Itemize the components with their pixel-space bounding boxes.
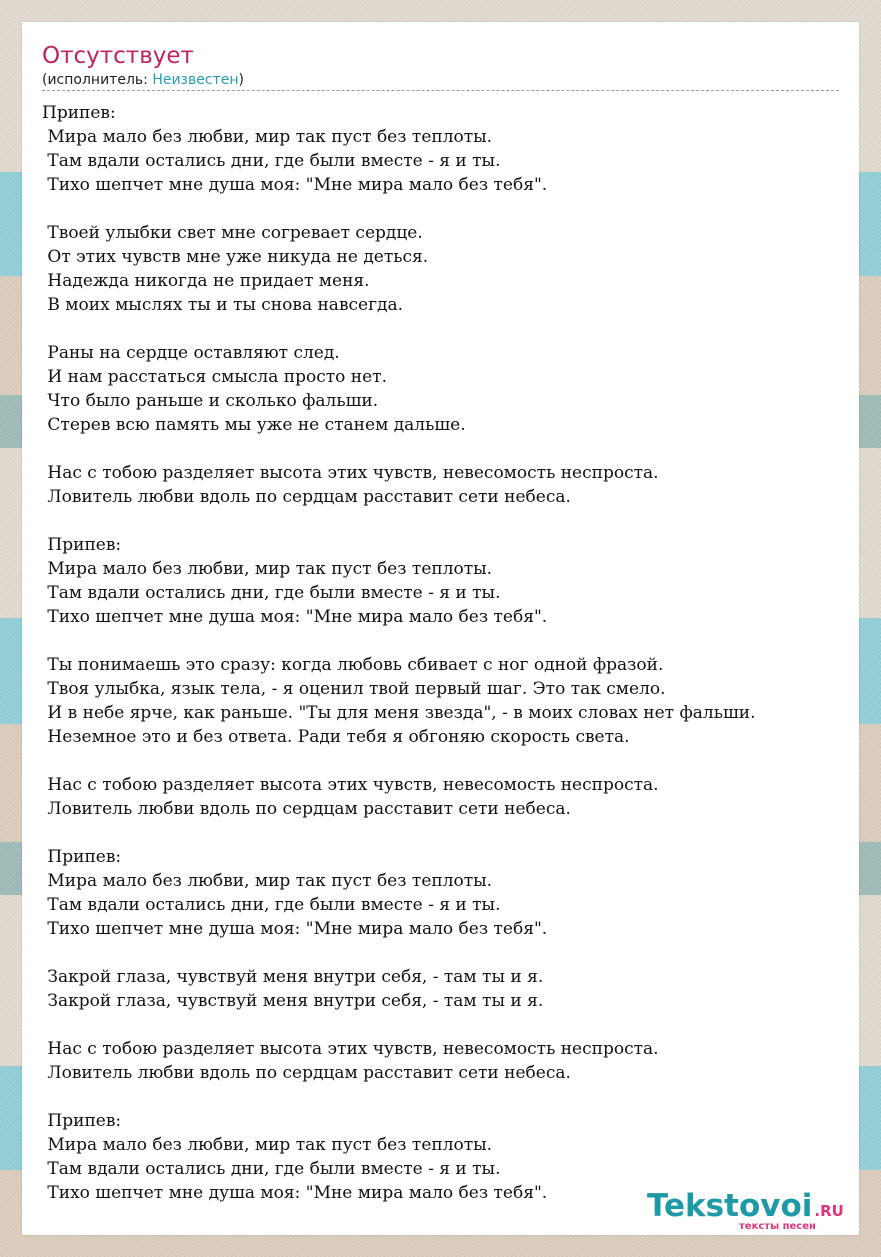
lyric-line: От этих чувств мне уже никуда не деться. [42, 247, 429, 267]
lyric-line: Неземное это и без ответа. Ради тебя я обгоняю скорость света. [42, 727, 630, 747]
site-logo[interactable] [647, 1187, 851, 1233]
lyric-line: Мира мало без любви, мир так пуст без теплоты. [42, 871, 493, 891]
logo-tagline: тексты песен [739, 1221, 816, 1232]
lyric-line [42, 437, 756, 461]
lyric-line: Нас с тобою разделяет высота этих чувств, невесомость неспроста. [42, 1039, 659, 1059]
lyric-line: Припев: [42, 103, 116, 123]
lyric-line: Тихо шепчет мне душа моя: "Мне мира мало без тебя". [42, 1183, 548, 1203]
lyric-line [42, 749, 756, 773]
lyric-line: Мира мало без любви, мир так пуст без теплоты. [42, 1135, 493, 1155]
lyric-line: Стерев всю память мы уже не станем дальше. [42, 415, 466, 435]
lyric-line [42, 629, 756, 653]
lyric-line: И в небе ярче, как раньше. "Ты для меня звезда", - в моих словах нет фальши. [42, 703, 756, 723]
logo-name: Tekstovoi [647, 1188, 813, 1224]
lyric-line: Мира мало без любви, мир так пуст без теплоты. [42, 559, 493, 579]
lyric-line: Нас с тобою разделяет высота этих чувств, невесомость неспроста. [42, 775, 659, 795]
lyric-line: Твоей улыбки свет мне согревает сердце. [42, 223, 423, 243]
lyric-line: Раны на сердце оставляют след. [42, 343, 340, 363]
lyric-line: Припев: [42, 535, 122, 555]
lyric-line: Ловитель любви вдоль по сердцам расставит сети небеса. [42, 799, 571, 819]
lyric-line: Что было раньше и сколько фальши. [42, 391, 379, 411]
lyric-line: Припев: [42, 1111, 122, 1131]
lyric-line: Там вдали остались дни, где были вместе - я и ты. [42, 895, 501, 915]
artist-line [42, 71, 244, 89]
lyric-line: Там вдали остались дни, где были вместе - я и ты. [42, 583, 501, 603]
lyric-line: Закрой глаза, чувствуй меня внутри себя, - там ты и я. [42, 967, 544, 987]
lyric-line [42, 317, 756, 341]
lyric-line: Ты понимаешь это сразу: когда любовь сбивает с ног одной фразой. [42, 655, 664, 675]
lyric-line: Там вдали остались дни, где были вместе - я и ты. [42, 151, 501, 171]
lyric-line [42, 509, 756, 533]
lyric-line: Тихо шепчет мне душа моя: "Мне мира мало без тебя". [42, 175, 548, 195]
lyric-line: Надежда никогда не придает меня. [42, 271, 370, 291]
lyric-line [42, 197, 756, 221]
title-divider [42, 90, 839, 91]
artist-suffix: ) [238, 72, 244, 88]
artist-link[interactable]: Неизвестен [152, 72, 239, 88]
lyric-line: Закрой глаза, чувствуй меня внутри себя, - там ты и я. [42, 991, 544, 1011]
lyric-line [42, 1085, 756, 1109]
lyric-line: Нас с тобою разделяет высота этих чувств, невесомость неспроста. [42, 463, 659, 483]
lyric-line: Тихо шепчет мне душа моя: "Мне мира мало без тебя". [42, 607, 548, 627]
lyric-line: Мира мало без любви, мир так пуст без теплоты. [42, 127, 493, 147]
lyric-line [42, 1013, 756, 1037]
lyrics-text [42, 101, 756, 1205]
lyric-line: В моих мыслях ты и ты снова навсегда. [42, 295, 404, 315]
lyric-line [42, 941, 756, 965]
lyric-line: Ловитель любви вдоль по сердцам расставит сети небеса. [42, 1063, 571, 1083]
lyric-line: Там вдали остались дни, где были вместе - я и ты. [42, 1159, 501, 1179]
lyric-line [42, 821, 756, 845]
lyrics-card [22, 22, 859, 1235]
lyric-line: И нам расстаться смысла просто нет. [42, 367, 387, 387]
artist-prefix: (исполнитель: [42, 72, 153, 88]
lyric-line: Припев: [42, 847, 122, 867]
logo-tld: .RU [814, 1202, 844, 1220]
song-title: Отсутствует [42, 43, 194, 69]
lyric-line: Ловитель любви вдоль по сердцам расставит сети небеса. [42, 487, 571, 507]
lyric-line: Твоя улыбка, язык тела, - я оценил твой первый шаг. Это так смело. [42, 679, 666, 699]
lyric-line: Тихо шепчет мне душа моя: "Мне мира мало без тебя". [42, 919, 548, 939]
